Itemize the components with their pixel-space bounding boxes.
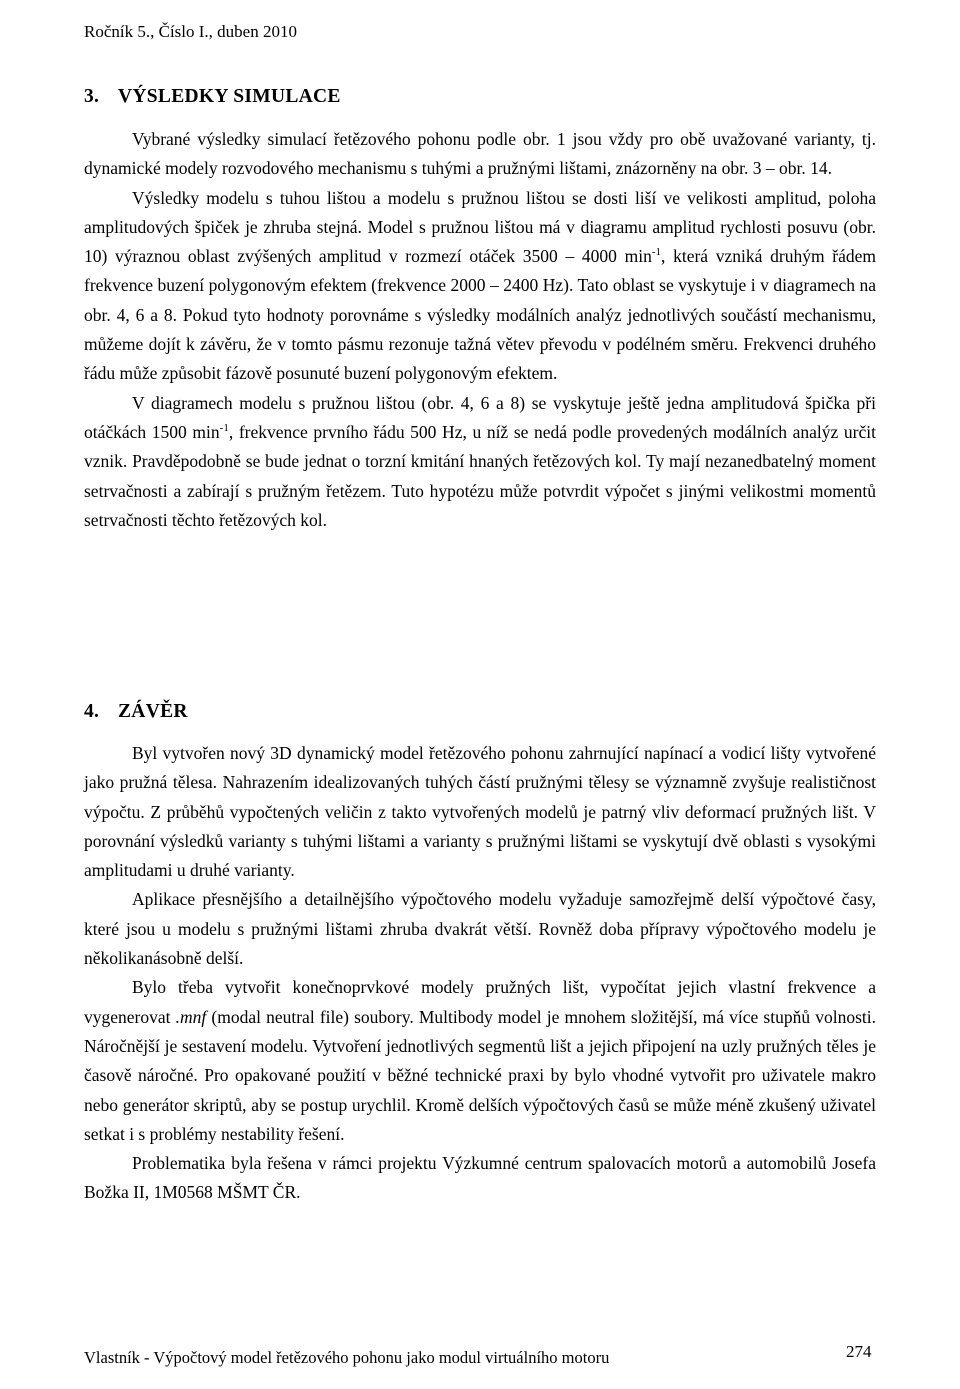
section-3-paragraph-2-text-a: Výsledky modelu s tuhou lištou a modelu s pružnou lištou se dosti liší ve velikosti amplitud, poloha amplitudových špiček je zhruba stejná. Model s pružnou lištou má v diagramu amplitud rychlosti posuvu (obr. 10) výraznou oblast zvýšených amplitud v rozmezí otáček 3500 – 4000 min [84, 187, 876, 267]
running-footer: Vlastník - Výpočtový model řetězového pohonu jako modul virtuálního motoru [84, 1348, 610, 1367]
section-4-paragraph-1: Byl vytvořen nový 3D dynamický model řetězového pohonu zahrnující napínací a vodicí lišty vytvořené jako pružná tělesa. Nahrazením idealizovaných tuhých částí pružnými tělesy se významně zvyšuje realističnost výpočtu. Z průběhů vypočtených veličin z takto vytvořených modelů je patrný vliv deformací pružných lišt. V porovnání výsledků varianty s tuhými lištami a varianty s pružnými lištami se vyskytují dvě oblasti s vysokými amplitudami u druhé varianty. [84, 743, 876, 881]
unit-exponent: -1 [219, 421, 229, 434]
running-header: Ročník 5., Číslo I., duben 2010 [84, 22, 297, 41]
section-3-paragraph-2-text-b: , která vzniká druhým řádem frekvence buzení polygonovým efektem (frekvence 2000 – 2400 Hz). Tato oblast se vyskytuje i v diagramech na obr. 4, 6 a 8. Pokud tyto hodnoty porovnáme s výsledky modálních analýz jednotlivých součástí mechanismu, můžeme dojít k závěru, že v tomto pásmu rezonuje tažná větev převodu v podélném směru. Frekvenci druhého řádu může způsobit fázově posunuté buzení polygonovým efektem. [84, 246, 877, 384]
section-4-heading [84, 701, 188, 723]
section-4-body [84, 739, 876, 1208]
section-3-body [84, 125, 876, 535]
file-extension: .mnf [175, 1006, 207, 1027]
section-3-paragraph-3 [84, 389, 876, 535]
section-4-paragraph-3-text-a: Bylo třeba vytvořit konečnoprvkové modely pružných lišt, vypočítat jejich vlastní frekvence a vygenerovat [84, 977, 876, 1027]
unit-exponent: -1 [651, 246, 662, 259]
section-3-number: 3. [84, 86, 100, 107]
page-number: 274 [846, 1342, 872, 1361]
section-4-number: 4. [84, 701, 100, 722]
section-3-title: VÝSLEDKY SIMULACE [118, 86, 341, 107]
section-4-paragraph-4: Problematika byla řešena v rámci projektu Výzkumné centrum spalovacích motorů a automobilů Josefa Božka II, 1M0568 MŠMT ČR. [84, 1153, 876, 1203]
section-4-paragraph-2: Aplikace přesnějšího a detailnějšího výpočtového modelu vyžaduje samozřejmě delší výpočtové časy, které jsou u modelu s pružnými lištami zhruba dvakrát větší. Rovněž doba přípravy výpočtového modelu je několikanásobně delší. [84, 889, 876, 969]
section-4-paragraph-3 [84, 973, 876, 1149]
section-3-paragraph-1: Vybrané výsledky simulací řetězového pohonu podle obr. 1 jsou vždy pro obě uvažované varianty, tj. dynamické modely rozvodového mechanismu s tuhými a pružnými lištami, znázorněny na obr. 3 – obr. 14. [84, 129, 876, 179]
section-3-paragraph-3-text-a: V diagramech modelu s pružnou lištou (obr. 4, 6 a 8) se vyskytuje ještě jedna amplitudová špička při otáčkách 1500 min [84, 392, 876, 442]
section-4-title: ZÁVĚR [118, 701, 188, 722]
section-3-heading [84, 86, 341, 108]
section-4-paragraph-3-text-b: (modal neutral file) soubory. Multibody model je mnohem složitější, má více stupňů volnosti. Náročnější je sestavení modelu. Vytvoření jednotlivých segmentů lišt a jejich připojení na uzly pružných těles je časově náročné. Pro opakované použití v běžné technické praxi by bylo vhodné vytvořit pro uživatele makro nebo generátor skriptů, aby se postup urychlil. Kromě delších výpočtových časů se může méně zkušený uživatel setkat i s problémy nestability řešení. [84, 1006, 877, 1144]
section-3-paragraph-2 [84, 184, 876, 389]
section-3-paragraph-3-text-b: , frekvence prvního řádu 500 Hz, u níž se nedá podle provedených modálních analýz určit vznik. Pravděpodobně se bude jednat o torzní kmitání hnaných řetězových kol. Ty mají nezanedbatelný moment setrvačnosti a zabírají s pružným řetězem. Tuto hypotézu může potvrdit výpočet s jinými velikostmi momentů setrvačnosti těchto řetězových kol. [84, 421, 877, 530]
